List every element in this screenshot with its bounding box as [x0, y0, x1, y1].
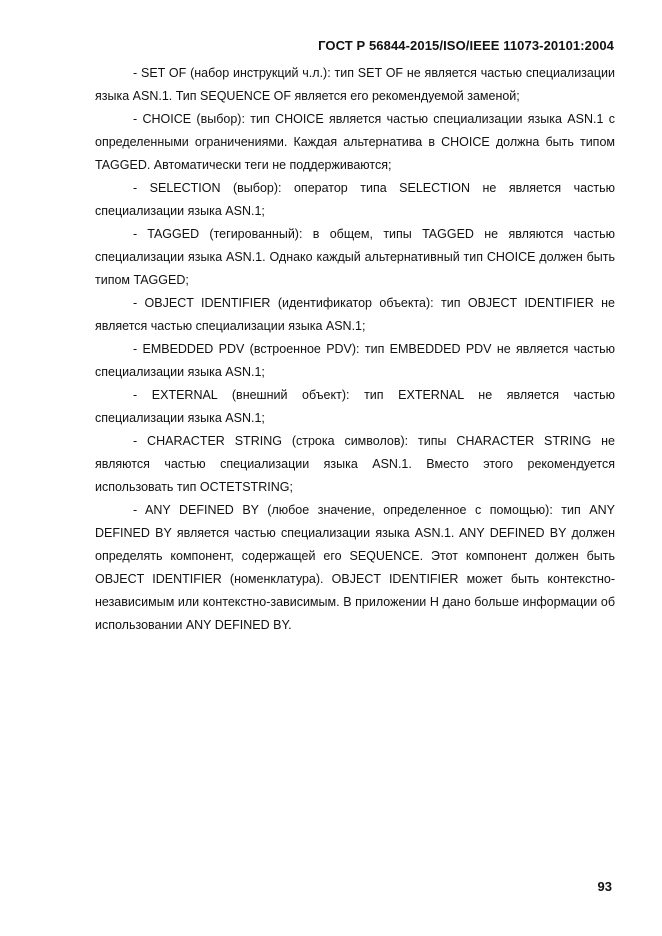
paragraph-object-identifier: - OBJECT IDENTIFIER (идентификатор объекта): тип OBJECT IDENTIFIER не является частью специализации языка ASN.1; — [95, 296, 615, 333]
page-number: 93 — [597, 879, 612, 894]
paragraph-any-defined-by: - ANY DEFINED BY (любое значение, определенное с помощью): тип ANY DEFINED BY является частью специализации языка ASN.1. ANY DEFINED BY должен определять компонент, содержащей его SEQUENCE. Этот компонент должен быть OBJECT IDENTIFIER (номенклатура). OBJECT IDENTIFIER может быть контекстно-независимым или контекстно-зависимым. В приложении H дано больше информации об использовании ANY DEFINED BY. — [95, 503, 615, 632]
paragraph-tagged: - TAGGED (тегированный): в общем, типы TAGGED не являются частью специализации языка ASN.1. Однако каждый альтернативный тип CHOICE должен быть типом TAGGED; — [95, 227, 615, 287]
paragraph-character-string: - CHARACTER STRING (строка символов): типы CHARACTER STRING не являются частью специализации языка ASN.1. Вместо этого рекомендуется использовать тип OCTETSTRING; — [95, 434, 615, 494]
paragraph-external: - EXTERNAL (внешний объект): тип EXTERNAL не является частью специализации языка ASN.1; — [95, 388, 615, 425]
document-header: ГОСТ Р 56844-2015/ISO/IEEE 11073-20101:2004 — [318, 38, 614, 53]
paragraph-selection: - SELECTION (выбор): оператор типа SELECTION не является частью специализации языка ASN.1; — [95, 181, 615, 218]
paragraph-choice: - CHOICE (выбор): тип CHOICE является частью специализации языка ASN.1 с определенными ограничениями. Каждая альтернатива в CHOICE должна быть типом TAGGED. Автоматически теги не поддерживаются; — [95, 112, 615, 172]
paragraph-set-of: - SET OF (набор инструкций ч.л.): тип SET OF не является частью специализации языка ASN.1. Тип SEQUENCE OF является его рекомендуемой заменой; — [95, 66, 615, 103]
document-body — [95, 62, 615, 637]
paragraph-embedded-pdv: - EMBEDDED PDV (встроенное PDV): тип EMBEDDED PDV не является частью специализации языка ASN.1; — [95, 342, 615, 379]
